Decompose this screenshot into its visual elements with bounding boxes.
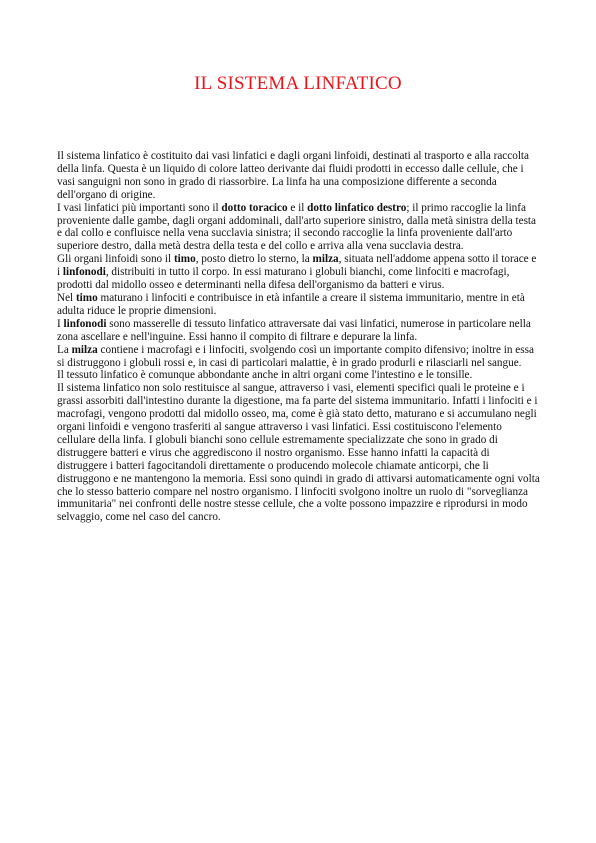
text-run: Il tessuto linfatico è comunque abbondante anche in altri organi come l'intestino e le tonsille. [57,369,473,382]
text-run: e il [287,201,308,214]
bold-term: dotto linfatico destro [307,201,407,214]
text-run: contiene i macrofagi e i linfociti, svolgendo così un importante compito difensivo; inoltre in essa si distruggono i globuli rossi e, in casi di particolari malattie, è in grado produrli e rilasciarli nel sangue. [57,343,534,369]
text-run: I [57,317,64,330]
text-run: maturano i linfociti e contribuisce in età infantile a creare il sistema immunitario, mentre in età adulta riduce le proprie dimensioni. [57,291,525,317]
text-run: sono masserelle di tessuto linfatico attraversate dai vasi linfatici, numerose in particolare nella zona ascellare e nell'inguine. Essi hanno il compito di filtrare e depurare la linfa. [57,317,531,343]
text-run: Il sistema linfatico non solo restituisce al sangue, attraverso i vasi, elementi specifici quali le proteine e i grassi assorbiti dall'intestino durante la digestione, ma fa parte del sistema immunitario. Infatti i linfociti e i macrofagi, vengono prodotti dal midollo osseo, ma, come è già stato detto, maturano e si accumulano negli organi linfoidi e vengono trasferiti al sangue attraverso i vasi linfatici. Essi costituiscono l'elemento cellulare della linfa. I globuli bianchi sono cellule estremamente specializzate che sono in grado di distruggere batteri e virus che aggrediscono il nostro organismo. Esse hanno infatti la capacità di distruggere i batteri fagocitandoli direttamente o producendo molecole chiamate anticorpi, che li distruggono e ne mantengono la memoria. Essi sono quindi in grado di attivarsi automaticamente ogni volta che lo stesso batterio compare nel nostro organismo. I linfociti svolgono inoltre un ruolo di "sorveglianza immunitaria" nei confronti delle nostre stesse cellule, che a volte possono impazzire e riprodursi in modo selvaggio, come nel caso del cancro. [57,382,540,524]
text-run: Nel [57,291,76,304]
bold-term: timo [75,291,98,304]
paragraph-lymph-nodes [57,318,540,344]
text-run: , situata nell'addome appena sotto il torace e i [57,253,537,279]
text-run: La [57,343,72,356]
bold-term: dotto toracico [221,201,288,214]
paragraph-thymus [57,292,540,318]
text-run: Il sistema linfatico è costituito dai vasi linfatici e dagli organi linfoidi, destinati al trasporto e alla raccolta della linfa. Questa è un liquido di colore latteo derivante dai fluidi prodotti in eccesso dalle cellule, che i vasi sanguigni non sono in grado di riassorbire. La linfa ha una composizione differente a seconda dell'organo di origine. [57,150,530,201]
text-run: , distribuiti in tutto il corpo. In essi maturano i globuli bianchi, come linfociti e macrofagi, prodotti dal midollo osseo e determinanti nella difesa dell'organismo da batteri e virus. [57,266,510,292]
text-run: , posto dietro lo sterno, la [195,253,313,266]
text-run: Gli organi linfoidi sono il [57,253,174,266]
text-run: ; il primo raccoglie la linfa proveniente dalle gambe, dagli organi addominali, dall'arto superiore sinistro, dalla metà sinistra della testa e dal collo e confluisce nella vena succlavia sinistra; il secondo raccoglie la linfa proveniente dall'arto superiore destro, dalla metà destra della testa e del collo e arriva alla vena succlavia destra. [57,201,536,253]
paragraph-spleen [57,344,540,370]
paragraph-intro [57,150,540,202]
paragraph-lymphoid-organs [57,253,540,292]
text-run: I vasi linfatici più importanti sono il [57,201,222,214]
bold-term: linfonodi [63,317,107,330]
bold-term: milza [312,253,339,266]
paragraph-lymph-vessels [57,202,540,254]
paragraph-other-organs [57,369,540,382]
bold-term: milza [71,343,98,356]
paragraph-immune-function [57,382,540,524]
document-title: IL SISTEMA LINFATICO [194,73,402,94]
bold-term: timo [173,253,196,266]
document-body [57,150,540,524]
bold-term: linfonodi [62,266,106,279]
